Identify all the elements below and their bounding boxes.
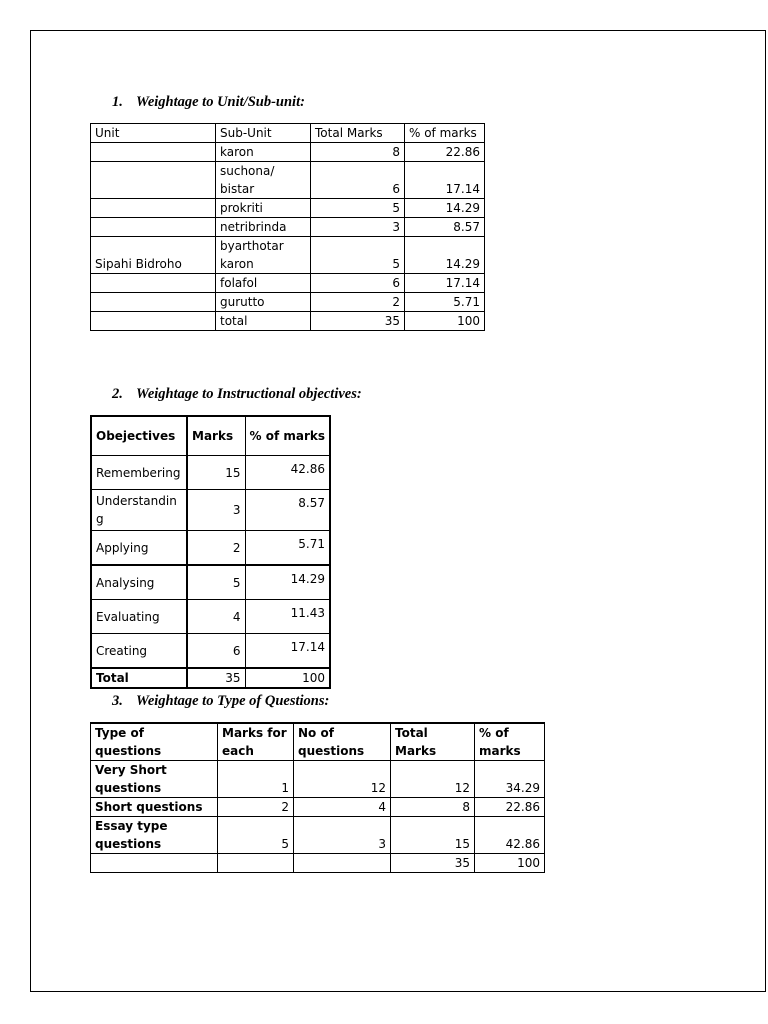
- marks-cell: 4: [187, 600, 245, 634]
- header-cell: % of marks: [405, 124, 485, 143]
- pct-cell: 5.71: [405, 293, 485, 312]
- count-cell: 12: [294, 761, 391, 798]
- marks-cell: 5: [311, 237, 405, 274]
- total-cell: 35: [391, 854, 475, 873]
- pct-cell: 34.29: [475, 761, 545, 798]
- each-cell: 2: [218, 798, 294, 817]
- table-header-row: [91, 124, 485, 143]
- table-row: [91, 293, 485, 312]
- count-cell: 3: [294, 817, 391, 854]
- sub-unit-cell: folafol: [216, 274, 311, 293]
- pct-cell: 100: [405, 312, 485, 331]
- section2-heading: 2. Weightage to Instructional objectives:: [112, 386, 362, 402]
- marks-cell: 35: [187, 668, 245, 688]
- pct-cell: 14.29: [405, 199, 485, 218]
- objective-cell: Evaluating: [91, 600, 187, 634]
- sub-unit-cell: netribrinda: [216, 218, 311, 237]
- table-row: [91, 218, 485, 237]
- section1-heading: 1. Weightage to Unit/Sub-unit:: [112, 94, 305, 110]
- header-cell: Type of questions: [91, 723, 218, 761]
- table-row: [91, 199, 485, 218]
- total-label-cell: Total: [91, 668, 187, 688]
- table-row: [91, 143, 485, 162]
- marks-cell: 3: [311, 218, 405, 237]
- table-row: [91, 274, 485, 293]
- unit-weightage-table: [90, 123, 485, 331]
- marks-cell: 2: [311, 293, 405, 312]
- pct-cell: 14.29: [405, 237, 485, 274]
- sub-unit-cell: prokriti: [216, 199, 311, 218]
- section3-heading: 3. Weightage to Type of Questions:: [112, 693, 330, 709]
- header-cell: % of marks: [475, 723, 545, 761]
- sub-unit-cell: gurutto: [216, 293, 311, 312]
- sub-unit-cell: suchona/ bistar: [216, 162, 311, 199]
- pct-cell: 14.29: [245, 565, 330, 600]
- objective-cell: Remembering: [91, 456, 187, 490]
- total-cell: 12: [391, 761, 475, 798]
- objective-cell: Understanding: [91, 490, 187, 531]
- table-row: [91, 237, 485, 274]
- marks-cell: 6: [311, 162, 405, 199]
- objective-cell: Analysing: [91, 565, 187, 600]
- each-cell: 1: [218, 761, 294, 798]
- pct-cell: 100: [475, 854, 545, 873]
- sub-unit-cell: total: [216, 312, 311, 331]
- table-row: [91, 634, 330, 669]
- marks-cell: 2: [187, 531, 245, 566]
- header-cell: Marks for each: [218, 723, 294, 761]
- type-cell: Short questions: [91, 798, 218, 817]
- table-total-row: [91, 668, 330, 688]
- pct-cell: 8.57: [245, 490, 330, 531]
- marks-cell: 15: [187, 456, 245, 490]
- table-header-row: [91, 416, 330, 456]
- objectives-weightage-table: [90, 415, 331, 689]
- header-cell: Obejectives: [91, 416, 187, 456]
- objective-cell: Applying: [91, 531, 187, 566]
- header-cell: Unit: [91, 124, 216, 143]
- marks-cell: 6: [187, 634, 245, 669]
- table-header-row: [91, 723, 545, 761]
- header-cell: % of marks: [245, 416, 330, 456]
- pct-cell: 5.71: [245, 531, 330, 566]
- table-row: [91, 761, 545, 798]
- pct-cell: 22.86: [405, 143, 485, 162]
- header-cell: Total Marks: [311, 124, 405, 143]
- pct-cell: 17.14: [245, 634, 330, 669]
- header-cell: Marks: [187, 416, 245, 456]
- marks-cell: 6: [311, 274, 405, 293]
- marks-cell: 3: [187, 490, 245, 531]
- table-total-row: [91, 854, 545, 873]
- table-row: [91, 600, 330, 634]
- pct-cell: 8.57: [405, 218, 485, 237]
- sub-unit-cell: byarthotar karon: [216, 237, 311, 274]
- table-row: [91, 798, 545, 817]
- total-cell: 8: [391, 798, 475, 817]
- header-cell: Sub-Unit: [216, 124, 311, 143]
- each-cell: 5: [218, 817, 294, 854]
- pct-cell: 100: [245, 668, 330, 688]
- marks-cell: 8: [311, 143, 405, 162]
- table-row: [91, 817, 545, 854]
- table-row: [91, 531, 330, 566]
- total-cell: 15: [391, 817, 475, 854]
- header-cell: Total Marks: [391, 723, 475, 761]
- pct-cell: 11.43: [245, 600, 330, 634]
- table-row: [91, 565, 330, 600]
- marks-cell: 5: [187, 565, 245, 600]
- type-cell: Essay type questions: [91, 817, 218, 854]
- pct-cell: 22.86: [475, 798, 545, 817]
- marks-cell: 35: [311, 312, 405, 331]
- count-cell: 4: [294, 798, 391, 817]
- pct-cell: 17.14: [405, 162, 485, 199]
- pct-cell: 42.86: [475, 817, 545, 854]
- pct-cell: 17.14: [405, 274, 485, 293]
- unit-name-cell: Sipahi Bidroho: [91, 237, 216, 274]
- objective-cell: Creating: [91, 634, 187, 669]
- marks-cell: 5: [311, 199, 405, 218]
- table-row: [91, 456, 330, 490]
- table-total-row: [91, 312, 485, 331]
- question-type-table: [90, 722, 545, 873]
- header-cell: No of questions: [294, 723, 391, 761]
- sub-unit-cell: karon: [216, 143, 311, 162]
- type-cell: Very Short questions: [91, 761, 218, 798]
- table-row: [91, 162, 485, 199]
- pct-cell: 42.86: [245, 456, 330, 490]
- table-row: [91, 490, 330, 531]
